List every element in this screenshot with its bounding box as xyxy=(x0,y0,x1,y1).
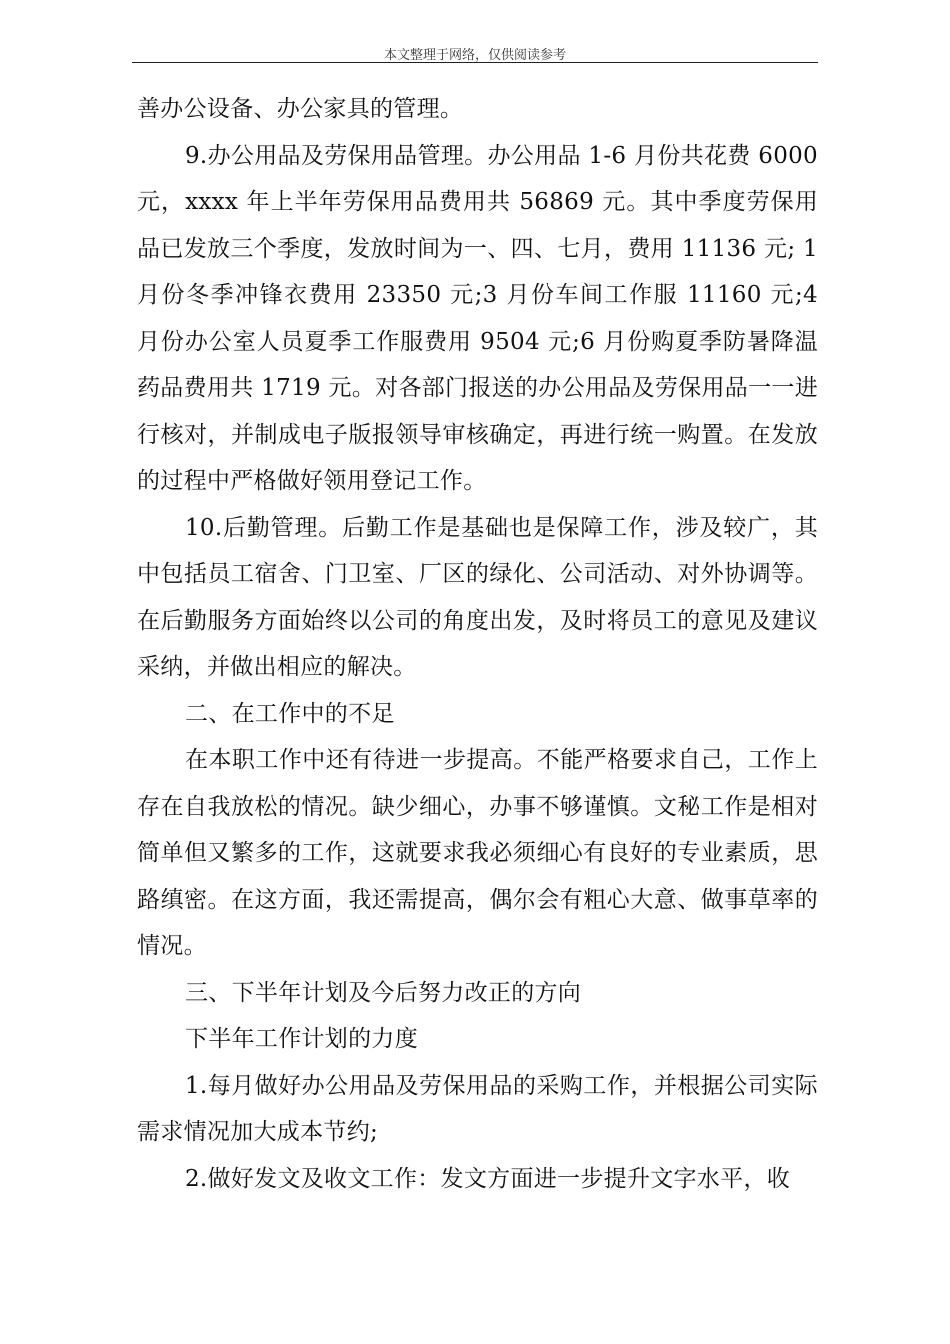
page-header xyxy=(132,44,818,63)
paragraph-1: 善办公设备、办公家具的管理。 xyxy=(137,96,464,122)
section-heading-3: 三、下半年计划及今后努力改正的方向 xyxy=(185,979,582,1006)
plan-item-1: 1.每月做好办公用品及劳保用品的采购工作，并根据公司实际需求情况加大成本节约; xyxy=(137,1072,818,1145)
subheading: 下半年工作计划的力度 xyxy=(185,1026,418,1052)
section-heading-2: 二、在工作中的不足 xyxy=(185,700,395,727)
document-body xyxy=(137,86,818,1202)
paragraph-2: 9.办公用品及劳保用品管理。办公用品 1-6 月份共花费 6000 元，xxxx 年上半年劳保用品费用共 56869 元。其中季度劳保用品已发放三个季度，发放时间为一、四、七月，费用 11136 元; 1 月份冬季冲锋衣费用 23350 元;3 月份车间工作服 11160 元;4 月份办公室人员夏季工作服费用 9504 元;6 月份购夏季防暑降温药品费用共 1719 元。对各部门报送的办公用品及劳保用品一一进行核对，并制成电子版报领导审核确定，再进行统一购置。在发放的过程中严格做好领用登记工作。 xyxy=(137,142,818,494)
header-text: 本文整理于网络，仅供阅读参考 xyxy=(383,48,566,63)
plan-item-2: 2.做好发文及收文工作：发文方面进一步提升文字水平，收 xyxy=(185,1165,791,1192)
paragraph-3: 10.后勤管理。后勤工作是基础也是保障工作，涉及较广，其中包括员工宿舍、门卫室、厂区的绿化、公司活动、对外协调等。在后勤服务方面始终以公司的角度出发，及时将员工的意见及建议采纳，并做出相应的解决。 xyxy=(137,514,818,680)
paragraph-4: 在本职工作中还有待进一步提高。不能严格要求自己，工作上存在自我放松的情况。缺少细心，办事不够谨慎。文秘工作是相对简单但又繁多的工作，这就要求我必须细心有良好的专业素质，思路缜密。在这方面，我还需提高，偶尔会有粗心大意、做事草率的情况。 xyxy=(137,747,818,959)
